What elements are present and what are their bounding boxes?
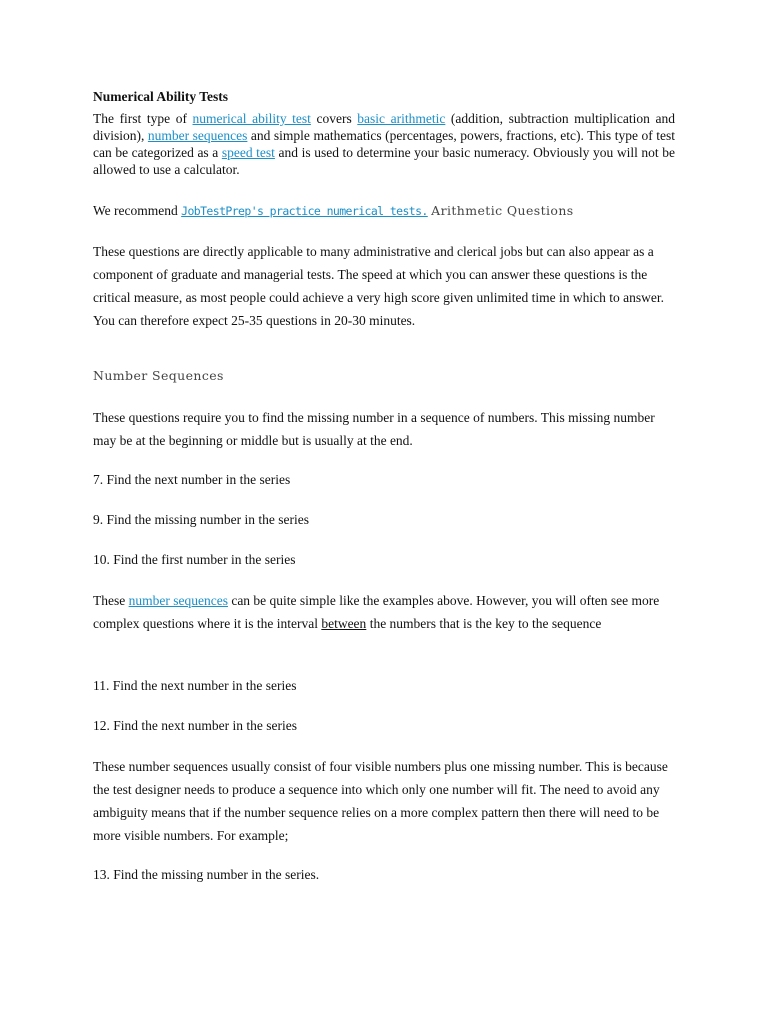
number-sequences-link-2[interactable]: number sequences	[128, 593, 228, 608]
intro-paragraph	[93, 110, 675, 178]
arithmetic-paragraph: These questions are directly applicable to many administrative and clerical jobs but can also appear as a component of graduate and managerial tests. The speed at which you can answer these questions is the critical measure, as most people could achieve a very high score given unlimited time in which to answer. You can therefore expect 25-35 questions in 20-30 minutes.	[93, 244, 664, 328]
numerical-ability-test-link[interactable]: numerical ability test	[192, 111, 311, 126]
complex-sequences-paragraph	[93, 589, 675, 635]
question-10: 10. Find the first number in the series	[93, 552, 296, 567]
emphasized-between: between	[321, 616, 367, 631]
paragraph-text: the numbers that is the key to the sequence	[366, 616, 602, 631]
intro-text: covers	[310, 111, 358, 126]
arithmetic-questions-heading: Arithmetic Questions	[431, 203, 574, 218]
visible-numbers-paragraph: These number sequences usually consist of four visible numbers plus one missing number. This is because the test designer needs to produce a sequence into which only one number will fit. The need to avoid any ambiguity means that if the number sequence relies on a more complex pattern then there will need to be more visible numbers. For example;	[93, 759, 668, 843]
intro-text: and is used to determine your basic numeracy. Obviously you will not be allowed to use a calculator.	[93, 145, 675, 177]
intro-text: The first type of	[93, 111, 193, 126]
question-7: 7. Find the next number in the series	[93, 472, 291, 487]
recommend-prefix: We recommend	[93, 203, 182, 218]
recommend-line	[93, 202, 675, 220]
basic-arithmetic-link[interactable]: basic arithmetic	[357, 111, 446, 126]
page-title: Numerical Ability Tests	[93, 89, 229, 104]
question-12: 12. Find the next number in the series	[93, 718, 297, 733]
sequences-paragraph: These questions require you to find the missing number in a sequence of numbers. This missing number may be at the beginning or middle but is usually at the end.	[93, 410, 655, 448]
jobtestprep-link[interactable]: JobTestPrep's practice numerical tests.	[181, 204, 428, 218]
intro-text: (addition, subtraction multiplication and division),	[93, 111, 675, 143]
number-sequences-heading: Number Sequences	[93, 368, 224, 383]
intro-text: and simple mathematics (percentages, powers, fractions, etc). This type of test can be categorized as a	[93, 128, 675, 160]
question-11: 11. Find the next number in the series	[93, 678, 297, 693]
paragraph-text: can be quite simple like the examples above. However, you will often see more complex questions where it is the interval	[93, 593, 660, 631]
speed-test-link[interactable]: speed test	[221, 145, 275, 160]
number-sequences-link[interactable]: number sequences	[147, 128, 248, 143]
paragraph-text: These	[93, 593, 129, 608]
question-13: 13. Find the missing number in the series.	[93, 867, 320, 882]
question-9: 9. Find the missing number in the series	[93, 512, 309, 527]
